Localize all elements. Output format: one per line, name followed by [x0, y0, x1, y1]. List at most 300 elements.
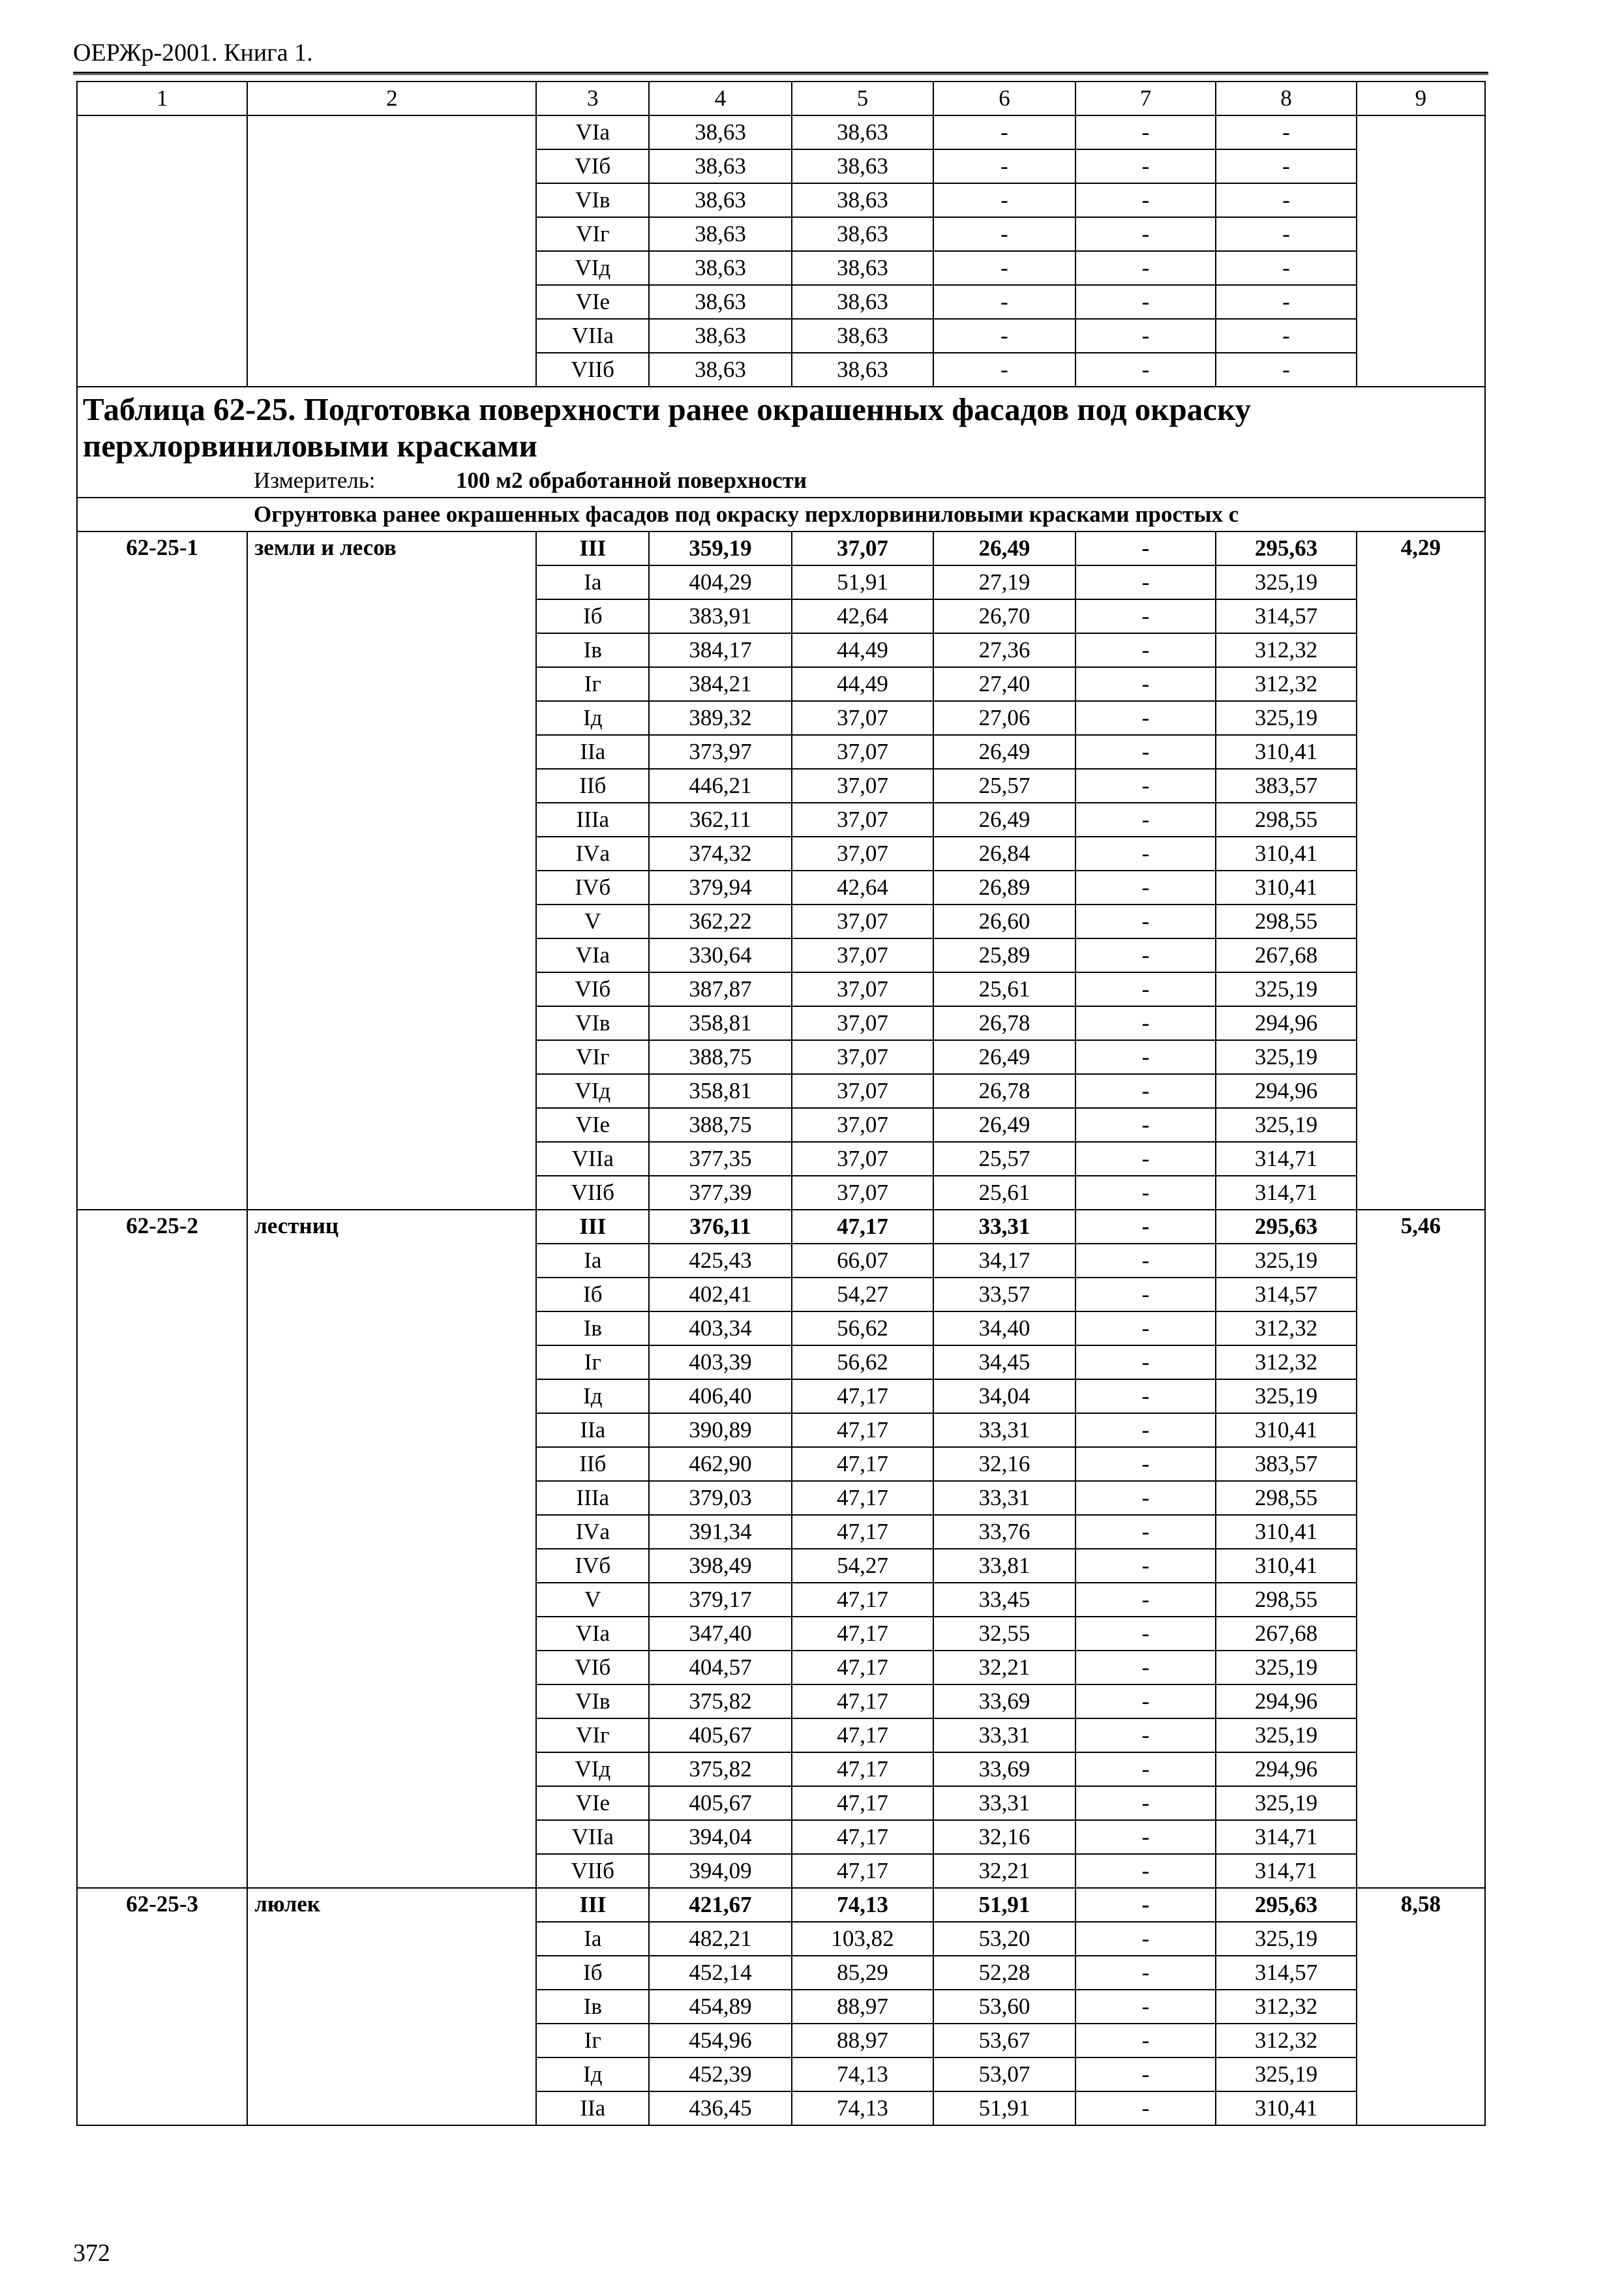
labor-cost: 4,29 — [1357, 531, 1485, 1210]
value-cell: 38,63 — [792, 183, 934, 217]
value-cell: 398,49 — [649, 1549, 792, 1583]
value-cell: VIа — [536, 1617, 649, 1651]
value-cell: 47,17 — [792, 1583, 934, 1617]
value-cell: 37,07 — [792, 905, 934, 938]
value-cell: 42,64 — [792, 599, 934, 633]
labor-cost: 8,58 — [1357, 1888, 1485, 2125]
value-cell: 47,17 — [792, 1515, 934, 1549]
value-cell: 51,91 — [792, 565, 934, 599]
value-cell: 47,17 — [792, 1413, 934, 1447]
value-cell: 37,07 — [792, 701, 934, 735]
column-number: 6 — [933, 82, 1075, 115]
measure-cell — [77, 464, 1485, 498]
value-cell: 310,41 — [1216, 1413, 1356, 1447]
value-cell: - — [1075, 769, 1216, 803]
value-cell: - — [1075, 1006, 1216, 1040]
value-cell: VIIб — [536, 1176, 649, 1210]
value-cell: IIIа — [536, 803, 649, 837]
value-cell: 38,63 — [649, 251, 792, 285]
value-cell: 88,97 — [792, 2024, 934, 2057]
value-cell: 384,21 — [649, 667, 792, 701]
value-cell: 47,17 — [792, 1820, 934, 1854]
value-cell: - — [1075, 285, 1216, 319]
value-cell: - — [1075, 1447, 1216, 1481]
rate-name: земли и лесов — [247, 531, 536, 1210]
value-cell: 103,82 — [792, 1922, 934, 1956]
value-cell: 379,17 — [649, 1583, 792, 1617]
value-cell: 406,40 — [649, 1379, 792, 1413]
value-cell: 298,55 — [1216, 803, 1356, 837]
value-cell: IVа — [536, 837, 649, 871]
value-cell: 452,14 — [649, 1956, 792, 1990]
value-cell: - — [1216, 285, 1356, 319]
value-cell: 33,31 — [933, 1786, 1075, 1820]
rate-name: люлек — [247, 1888, 536, 2125]
value-cell: - — [1075, 1176, 1216, 1210]
value-cell: 25,61 — [933, 1176, 1075, 1210]
value-cell: 33,45 — [933, 1583, 1075, 1617]
value-cell: - — [933, 251, 1075, 285]
value-cell: 54,27 — [792, 1549, 934, 1583]
column-number: 9 — [1357, 82, 1485, 115]
value-cell: 325,19 — [1216, 1108, 1356, 1142]
value-cell: 379,94 — [649, 871, 792, 905]
value-cell: VIв — [536, 183, 649, 217]
value-cell: IIа — [536, 735, 649, 769]
value-cell: Iг — [536, 667, 649, 701]
value-cell: 373,97 — [649, 735, 792, 769]
value-cell: 33,31 — [933, 1413, 1075, 1447]
value-cell: - — [1075, 353, 1216, 387]
value-cell: - — [1075, 1142, 1216, 1176]
value-cell: 482,21 — [649, 1922, 792, 1956]
value-cell: 33,31 — [933, 1481, 1075, 1515]
value-cell: - — [933, 115, 1075, 149]
value-cell: - — [933, 217, 1075, 251]
value-cell: 38,63 — [649, 149, 792, 183]
value-cell: 37,07 — [792, 1176, 934, 1210]
value-cell: 387,87 — [649, 972, 792, 1006]
value-cell: 47,17 — [792, 1379, 934, 1413]
value-cell: 421,67 — [649, 1888, 792, 1922]
value-cell: 310,41 — [1216, 871, 1356, 905]
value-cell: III — [536, 531, 649, 565]
value-cell: 32,21 — [933, 1651, 1075, 1684]
value-cell: 37,07 — [792, 1040, 934, 1074]
value-cell: 37,07 — [792, 938, 934, 972]
value-cell: - — [1216, 115, 1356, 149]
value-cell: - — [1075, 1244, 1216, 1278]
value-cell: 312,32 — [1216, 2024, 1356, 2057]
value-cell: Iг — [536, 1345, 649, 1379]
column-number: 5 — [792, 82, 934, 115]
value-cell: 25,57 — [933, 769, 1075, 803]
value-cell: 27,19 — [933, 565, 1075, 599]
header-rule — [73, 72, 1488, 75]
value-cell: VIа — [536, 938, 649, 972]
value-cell: 325,19 — [1216, 1040, 1356, 1074]
value-cell: - — [1075, 972, 1216, 1006]
value-cell: 436,45 — [649, 2091, 792, 2125]
value-cell: 391,34 — [649, 1515, 792, 1549]
value-cell: 310,41 — [1216, 2091, 1356, 2125]
value-cell: - — [1075, 1108, 1216, 1142]
value-cell: - — [1216, 319, 1356, 353]
measure-value: 100 м2 обработанной поверхности — [456, 468, 807, 493]
value-cell: 26,49 — [933, 803, 1075, 837]
value-cell: - — [1075, 1379, 1216, 1413]
value-cell: Iв — [536, 1311, 649, 1345]
value-cell: 294,96 — [1216, 1006, 1356, 1040]
value-cell: - — [1075, 803, 1216, 837]
value-cell: - — [1216, 183, 1356, 217]
value-cell: 53,07 — [933, 2057, 1075, 2091]
rates-table — [76, 81, 1486, 2126]
rate-name: лестниц — [247, 1210, 536, 1888]
section-subheading: Огрунтовка ранее окрашенных фасадов под окраску перхлорвиниловыми красками простых с — [77, 498, 1485, 531]
value-cell: - — [1075, 701, 1216, 735]
value-cell: 26,89 — [933, 871, 1075, 905]
value-cell: 37,07 — [792, 1074, 934, 1108]
value-cell: 405,67 — [649, 1786, 792, 1820]
value-cell: 38,63 — [649, 285, 792, 319]
value-cell: 34,17 — [933, 1244, 1075, 1278]
value-cell: 383,57 — [1216, 769, 1356, 803]
table-row — [77, 115, 1485, 149]
value-cell: 38,63 — [649, 115, 792, 149]
value-cell: 32,16 — [933, 1820, 1075, 1854]
value-cell: - — [1075, 1413, 1216, 1447]
value-cell: Iб — [536, 1278, 649, 1311]
value-cell: 325,19 — [1216, 1718, 1356, 1752]
value-cell: 325,19 — [1216, 2057, 1356, 2091]
value-cell: 374,32 — [649, 837, 792, 871]
value-cell: 298,55 — [1216, 1583, 1356, 1617]
value-cell: - — [1075, 1684, 1216, 1718]
value-cell: 38,63 — [792, 251, 934, 285]
value-cell: IVа — [536, 1515, 649, 1549]
value-cell: VIIа — [536, 1820, 649, 1854]
value-cell: 32,21 — [933, 1854, 1075, 1888]
value-cell: VIIб — [536, 353, 649, 387]
value-cell: 66,07 — [792, 1244, 934, 1278]
value-cell: 88,97 — [792, 1990, 934, 2024]
column-number: 3 — [536, 82, 649, 115]
value-cell: VIIа — [536, 319, 649, 353]
value-cell: Iа — [536, 1244, 649, 1278]
value-cell: 377,39 — [649, 1176, 792, 1210]
value-cell: 25,57 — [933, 1142, 1075, 1176]
value-cell: - — [1075, 1820, 1216, 1854]
value-cell: 33,76 — [933, 1515, 1075, 1549]
rate-code: 62-25-3 — [77, 1888, 247, 2125]
value-cell: 295,63 — [1216, 531, 1356, 565]
subheading-row — [77, 498, 1485, 531]
value-cell: 47,17 — [792, 1786, 934, 1820]
value-cell: VIг — [536, 217, 649, 251]
rate-code: 62-25-1 — [77, 531, 247, 1210]
value-cell: 47,17 — [792, 1718, 934, 1752]
col9-cell — [1357, 115, 1485, 387]
value-cell: 26,49 — [933, 1108, 1075, 1142]
value-cell: VIб — [536, 972, 649, 1006]
value-cell: 38,63 — [649, 319, 792, 353]
value-cell: 47,17 — [792, 1651, 934, 1684]
value-cell: - — [1075, 1074, 1216, 1108]
column-number: 8 — [1216, 82, 1356, 115]
value-cell: 347,40 — [649, 1617, 792, 1651]
value-cell: 26,70 — [933, 599, 1075, 633]
value-cell: 34,40 — [933, 1311, 1075, 1345]
value-cell: - — [1075, 1583, 1216, 1617]
value-cell: 325,19 — [1216, 1922, 1356, 1956]
value-cell: Iг — [536, 2024, 649, 2057]
value-cell: - — [1075, 837, 1216, 871]
value-cell: - — [1075, 1922, 1216, 1956]
value-cell: 37,07 — [792, 972, 934, 1006]
value-cell: VIа — [536, 115, 649, 149]
value-cell: V — [536, 905, 649, 938]
value-cell: 454,89 — [649, 1990, 792, 2024]
value-cell: 74,13 — [792, 2057, 934, 2091]
value-cell: 38,63 — [792, 353, 934, 387]
value-cell: - — [1075, 1888, 1216, 1922]
value-cell: Iв — [536, 633, 649, 667]
value-cell: 47,17 — [792, 1481, 934, 1515]
measure-row — [77, 464, 1485, 498]
value-cell: 298,55 — [1216, 905, 1356, 938]
value-cell: 310,41 — [1216, 735, 1356, 769]
value-cell: - — [1075, 1990, 1216, 2024]
value-cell: IIа — [536, 1413, 649, 1447]
value-cell: 33,69 — [933, 1752, 1075, 1786]
value-cell: 295,63 — [1216, 1888, 1356, 1922]
value-cell: 383,91 — [649, 599, 792, 633]
value-cell: 405,67 — [649, 1718, 792, 1752]
value-cell: - — [1075, 1481, 1216, 1515]
value-cell: 44,49 — [792, 633, 934, 667]
value-cell: Iд — [536, 701, 649, 735]
value-cell: 37,07 — [792, 1006, 934, 1040]
value-cell: VIIб — [536, 1854, 649, 1888]
value-cell: - — [1075, 599, 1216, 633]
value-cell: 362,11 — [649, 803, 792, 837]
value-cell: 359,19 — [649, 531, 792, 565]
value-cell: VIе — [536, 1108, 649, 1142]
value-cell: 314,71 — [1216, 1854, 1356, 1888]
value-cell: VIв — [536, 1006, 649, 1040]
value-cell: 375,82 — [649, 1684, 792, 1718]
value-cell: 294,96 — [1216, 1684, 1356, 1718]
value-cell: 325,19 — [1216, 1786, 1356, 1820]
value-cell: 37,07 — [792, 1142, 934, 1176]
value-cell: 33,81 — [933, 1549, 1075, 1583]
column-number: 4 — [649, 82, 792, 115]
value-cell: VIг — [536, 1718, 649, 1752]
value-cell: 267,68 — [1216, 1617, 1356, 1651]
value-cell: 325,19 — [1216, 701, 1356, 735]
value-cell: - — [1075, 149, 1216, 183]
value-cell: 325,19 — [1216, 1379, 1356, 1413]
value-cell: - — [1216, 353, 1356, 387]
value-cell: 32,55 — [933, 1617, 1075, 1651]
value-cell: - — [1075, 2091, 1216, 2125]
value-cell: - — [1075, 251, 1216, 285]
value-cell: - — [1075, 217, 1216, 251]
value-cell: VIв — [536, 1684, 649, 1718]
value-cell: 47,17 — [792, 1854, 934, 1888]
value-cell: - — [1075, 905, 1216, 938]
value-cell: 47,17 — [792, 1617, 934, 1651]
value-cell: 310,41 — [1216, 1515, 1356, 1549]
value-cell: 38,63 — [649, 183, 792, 217]
value-cell: IIIа — [536, 1481, 649, 1515]
value-cell: - — [1075, 319, 1216, 353]
value-cell: VIг — [536, 1040, 649, 1074]
value-cell: 54,27 — [792, 1278, 934, 1311]
value-cell: 383,57 — [1216, 1447, 1356, 1481]
value-cell: 294,96 — [1216, 1752, 1356, 1786]
value-cell: 25,61 — [933, 972, 1075, 1006]
value-cell: 377,35 — [649, 1142, 792, 1176]
value-cell: VIб — [536, 149, 649, 183]
value-cell: - — [933, 285, 1075, 319]
value-cell: 37,07 — [792, 769, 934, 803]
value-cell: - — [1075, 2057, 1216, 2091]
value-cell: 42,64 — [792, 871, 934, 905]
value-cell: - — [1075, 667, 1216, 701]
value-cell: VIд — [536, 251, 649, 285]
value-cell: - — [1075, 938, 1216, 972]
value-cell: 358,81 — [649, 1074, 792, 1108]
value-cell: 47,17 — [792, 1684, 934, 1718]
value-cell: 314,71 — [1216, 1142, 1356, 1176]
value-cell: VIIа — [536, 1142, 649, 1176]
value-cell: - — [1075, 1854, 1216, 1888]
value-cell: 452,39 — [649, 2057, 792, 2091]
value-cell: - — [1075, 2024, 1216, 2057]
rate-code: 62-25-2 — [77, 1210, 247, 1888]
value-cell: 362,22 — [649, 905, 792, 938]
value-cell: 379,03 — [649, 1481, 792, 1515]
value-cell: 295,63 — [1216, 1210, 1356, 1244]
value-cell: 403,39 — [649, 1345, 792, 1379]
value-cell: 34,04 — [933, 1379, 1075, 1413]
value-cell: 74,13 — [792, 2091, 934, 2125]
value-cell: 384,17 — [649, 633, 792, 667]
value-cell: 26,60 — [933, 905, 1075, 938]
value-cell: 27,36 — [933, 633, 1075, 667]
value-cell: 27,40 — [933, 667, 1075, 701]
value-cell: 38,63 — [649, 217, 792, 251]
value-cell: 53,60 — [933, 1990, 1075, 2024]
value-cell: IIб — [536, 769, 649, 803]
value-cell: 388,75 — [649, 1108, 792, 1142]
value-cell: IIб — [536, 1447, 649, 1481]
value-cell: 26,49 — [933, 531, 1075, 565]
value-cell: Iа — [536, 1922, 649, 1956]
value-cell: 314,57 — [1216, 599, 1356, 633]
value-cell: - — [1075, 1651, 1216, 1684]
value-cell: 33,31 — [933, 1210, 1075, 1244]
value-cell: - — [1216, 251, 1356, 285]
value-cell: - — [1075, 1515, 1216, 1549]
value-cell: 33,69 — [933, 1684, 1075, 1718]
value-cell: 446,21 — [649, 769, 792, 803]
value-cell: Iб — [536, 599, 649, 633]
value-cell: 56,62 — [792, 1345, 934, 1379]
value-cell: - — [1075, 1210, 1216, 1244]
value-cell: 44,49 — [792, 667, 934, 701]
value-cell: 325,19 — [1216, 1244, 1356, 1278]
value-cell: 312,32 — [1216, 1345, 1356, 1379]
value-cell: Iд — [536, 1379, 649, 1413]
value-cell: - — [1075, 565, 1216, 599]
value-cell: 404,57 — [649, 1651, 792, 1684]
value-cell: III — [536, 1888, 649, 1922]
document-header: ОЕРЖр-2001. Книга 1. — [73, 39, 313, 67]
value-cell: VIд — [536, 1752, 649, 1786]
value-cell: 267,68 — [1216, 938, 1356, 972]
value-cell: 38,63 — [792, 285, 934, 319]
value-cell: 26,78 — [933, 1006, 1075, 1040]
value-cell: VIе — [536, 1786, 649, 1820]
value-cell: 38,63 — [792, 115, 934, 149]
value-cell: Iа — [536, 565, 649, 599]
value-cell: 32,16 — [933, 1447, 1075, 1481]
value-cell: VIе — [536, 285, 649, 319]
page-number: 372 — [73, 2239, 110, 2267]
value-cell: 37,07 — [792, 837, 934, 871]
value-cell: 390,89 — [649, 1413, 792, 1447]
value-cell: 388,75 — [649, 1040, 792, 1074]
table-title-row — [77, 387, 1485, 464]
value-cell: 314,57 — [1216, 1956, 1356, 1990]
labor-cost: 5,46 — [1357, 1210, 1485, 1888]
value-cell: III — [536, 1210, 649, 1244]
value-cell: - — [1075, 1311, 1216, 1345]
value-cell: 330,64 — [649, 938, 792, 972]
table-row — [77, 1210, 1485, 1244]
value-cell: 312,32 — [1216, 667, 1356, 701]
value-cell: 47,17 — [792, 1210, 934, 1244]
value-cell: 37,07 — [792, 803, 934, 837]
value-cell: Iв — [536, 1990, 649, 2024]
value-cell: - — [1075, 115, 1216, 149]
value-cell: 74,13 — [792, 1888, 934, 1922]
value-cell: - — [1075, 1549, 1216, 1583]
value-cell: Iд — [536, 2057, 649, 2091]
column-number: 1 — [77, 82, 247, 115]
value-cell: 51,91 — [933, 2091, 1075, 2125]
value-cell: 312,32 — [1216, 1311, 1356, 1345]
value-cell: 33,57 — [933, 1278, 1075, 1311]
value-cell: 462,90 — [649, 1447, 792, 1481]
value-cell: 33,31 — [933, 1718, 1075, 1752]
value-cell: - — [1075, 1752, 1216, 1786]
value-cell: 325,19 — [1216, 565, 1356, 599]
value-cell: 38,63 — [792, 319, 934, 353]
value-cell: - — [1075, 1617, 1216, 1651]
value-cell: 389,32 — [649, 701, 792, 735]
value-cell: V — [536, 1583, 649, 1617]
value-cell: VIд — [536, 1074, 649, 1108]
value-cell: 310,41 — [1216, 837, 1356, 871]
value-cell: 314,71 — [1216, 1176, 1356, 1210]
value-cell: 394,04 — [649, 1820, 792, 1854]
value-cell: 394,09 — [649, 1854, 792, 1888]
value-cell: - — [1075, 1040, 1216, 1074]
